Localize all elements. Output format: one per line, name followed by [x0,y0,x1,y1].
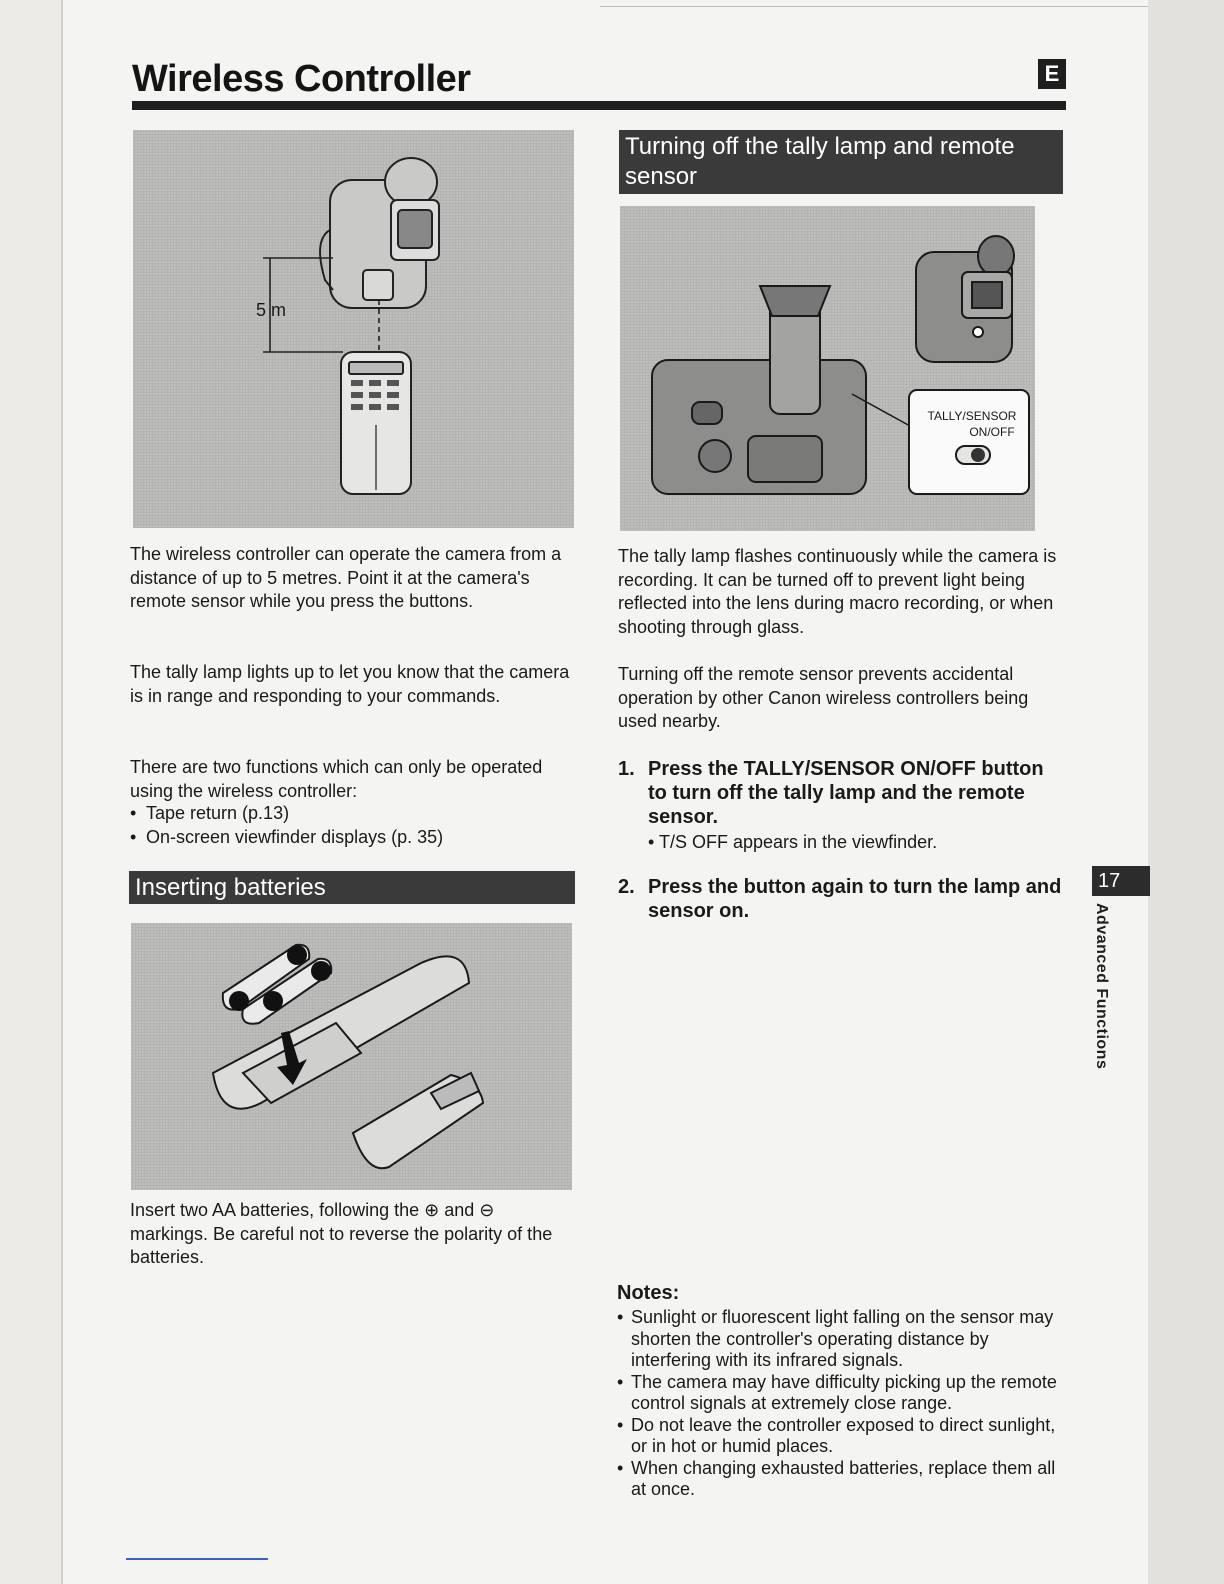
step-1-note: • T/S OFF appears in the viewfinder. [648,832,938,852]
tally-switch-illustration [620,206,1035,531]
batteries-section-heading: Inserting batteries [129,871,575,904]
top-rule [600,6,1148,7]
battery-insertion-illustration [131,923,572,1190]
step-text: Press the TALLY/SENSOR ON/OFF button to turn off the tally lamp and the remote sensor. [648,758,1044,828]
switch-label-line2: ON/OFF [969,425,1015,439]
switch-label-line1: TALLY/SENSOR [927,409,1017,423]
tally-paragraph-1: The tally lamp flashes continuously while the camera is recording. It can be turned off to prevent light being reflected into the lens during macro recording, or when shooting through glass. [618,546,1057,637]
distance-label: 5 m [256,300,287,320]
scan-margin-right [1148,0,1224,1584]
page-number-tab: 17 [1092,866,1150,896]
tally-section-heading: Turning off the tally lamp and remote sensor [619,130,1063,194]
title-rule [132,101,1066,110]
tally-paragraph-2: Turning off the remote sensor prevents accidental operation by other Canon wireless controllers being used nearby. [618,664,1029,731]
intro-paragraph-2: The tally lamp lights up to let you know that the camera is in range and responding to your commands. [130,662,570,706]
step-2 [618,875,1078,923]
controller-distance-illustration [133,130,574,528]
batteries-paragraph: Insert two AA batteries, following the ⊕ and ⊖ markings. Be careful not to reverse the polarity of the batteries. [130,1200,553,1267]
bottom-rule [126,1558,268,1560]
step-1 [618,757,1078,829]
intro-paragraph-3: There are two functions which can only be operated using the wireless controller: [130,757,543,801]
list-item: • Do not leave the controller exposed to direct sunlight, or in hot or humid places. [617,1415,1057,1458]
step-text: Press the button again to turn the lamp and sensor on. [648,876,1062,922]
list-item: • On-screen viewfinder displays (p. 35) [130,826,570,850]
language-badge: E [1038,59,1066,89]
scan-shadow-line [61,0,63,1584]
list-item: • Sunlight or fluorescent light falling on the sensor may shorten the controller's operating distance by interfering with its infrared signals. [617,1307,1057,1372]
intro-paragraph-1: The wireless controller can operate the camera from a distance of up to 5 metres. Point it at the camera's remote sensor while you press the buttons. [130,544,562,611]
list-item: • The camera may have difficulty picking up the remote control signals at extremely close range. [617,1372,1057,1415]
step-number: 1. [618,758,635,780]
controller-functions-list [130,802,570,849]
list-item: • Tape return (p.13) [130,802,570,826]
step-number: 2. [618,876,635,898]
chapter-side-label: Advanced Functions [1093,903,1110,1070]
page-title: Wireless Controller [132,58,471,100]
notes-list [617,1307,1057,1501]
list-item: • When changing exhausted batteries, replace them all at once. [617,1458,1057,1501]
scan-margin-left [0,0,62,1584]
notes-heading: Notes: [617,1282,680,1304]
